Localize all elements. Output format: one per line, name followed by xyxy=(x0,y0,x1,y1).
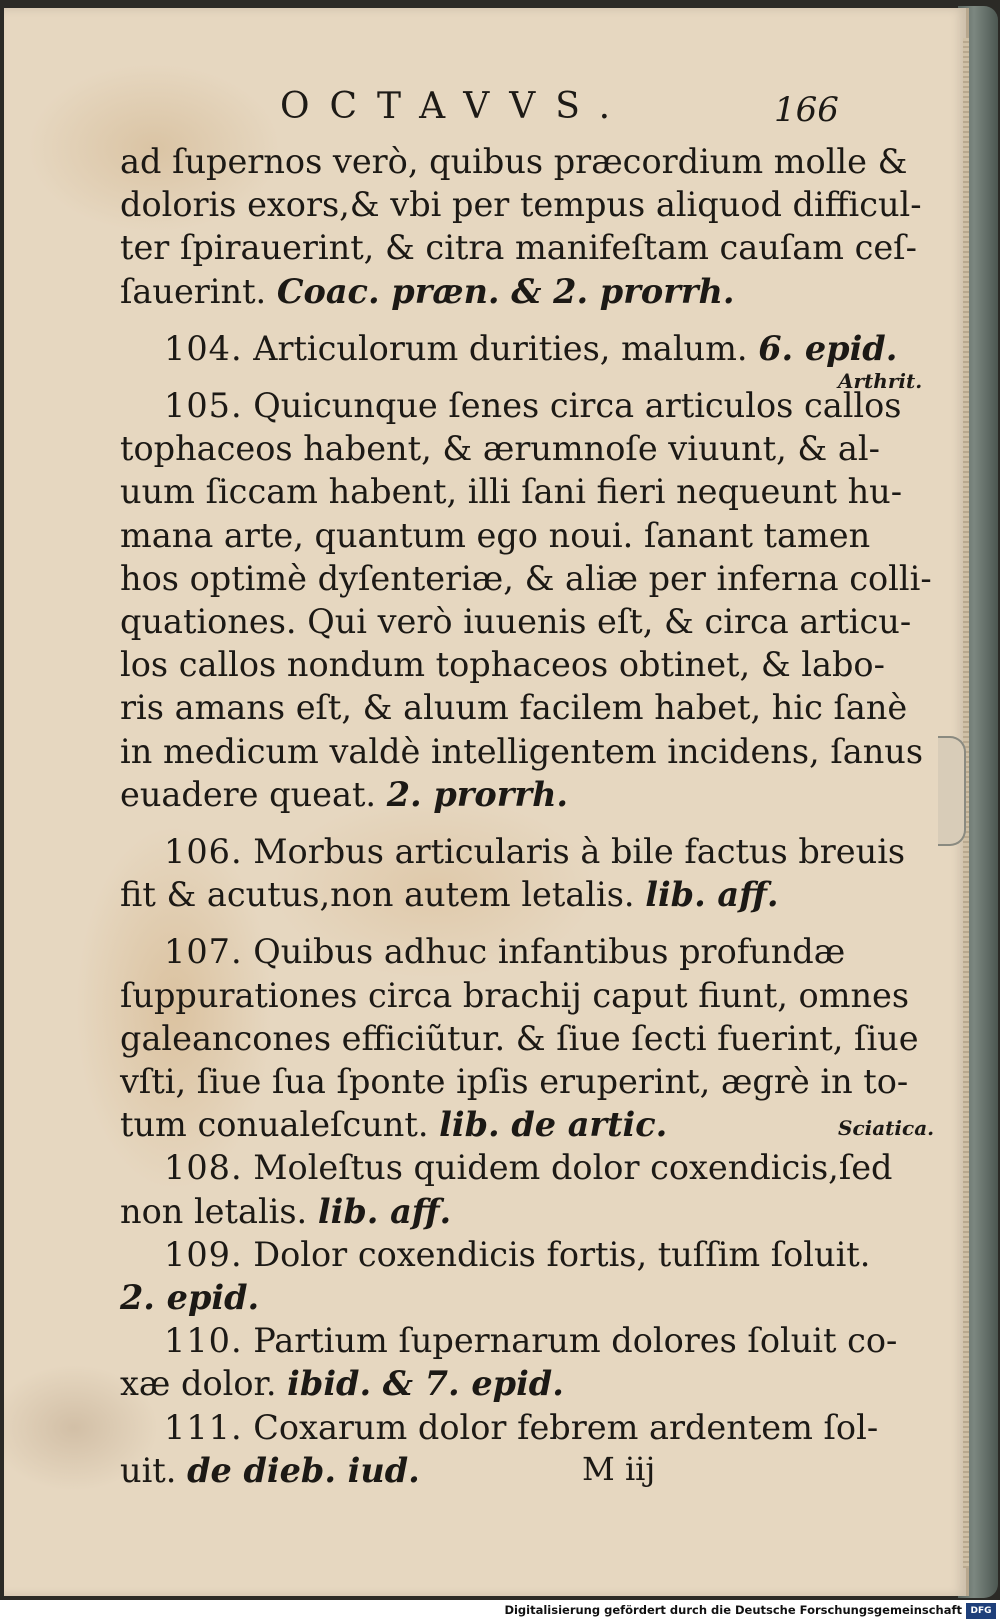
paragraph-number: 108. xyxy=(164,1148,243,1188)
line-text: euadere queat. xyxy=(120,774,377,814)
line-text: ris amans eſt, & aluum facilem habet, hic ſanè xyxy=(120,688,908,728)
running-head: OCTAVVS. xyxy=(280,86,631,127)
line-text: Articulorum durities, malum. xyxy=(253,328,748,368)
line-text: ſuppurationes circa brachij caput fiunt, omnes xyxy=(120,975,910,1015)
paragraph-number: 104. xyxy=(164,328,243,368)
paragraph xyxy=(120,1233,871,1319)
text-line xyxy=(120,1060,909,1103)
paragraph-number: 111. xyxy=(164,1407,243,1447)
line-text: doloris exors,& vbi per tempus aliquod difficul- xyxy=(120,185,922,225)
text-line xyxy=(120,470,903,513)
text-line xyxy=(120,1406,879,1449)
line-text: uum ſiccam habent, illi ſani fieri nequeunt hu- xyxy=(120,472,903,512)
text-line xyxy=(120,1146,893,1189)
source-reference: lib. aff. xyxy=(317,1191,452,1231)
text-line xyxy=(120,1103,828,1146)
line-text: Morbus articularis à bile factus breuis xyxy=(253,832,906,872)
text-line xyxy=(120,830,906,873)
text-line xyxy=(120,1362,828,1405)
line-text: quationes. Qui verò iuuenis eſt, & circa articu- xyxy=(120,602,912,642)
source-reference: lib. aff. xyxy=(645,875,779,915)
paragraph xyxy=(120,830,906,916)
footer-credit: Digitalisierung gefördert durch die Deutsche Forschungsgemeinschaft xyxy=(504,1603,962,1617)
line-text: non letalis. xyxy=(120,1191,308,1231)
text-line xyxy=(120,974,910,1017)
text-line xyxy=(120,226,917,269)
line-text: los callos nondum tophaceos obtinet, & labo- xyxy=(120,645,885,685)
text-line xyxy=(120,643,885,686)
line-text: ſauerint. xyxy=(120,271,267,311)
margin-note-sciatica: Sciatica. xyxy=(838,1116,935,1140)
text-line xyxy=(120,1017,919,1060)
line-text: ad ſupernos verò, quibus præcordium molle & xyxy=(120,142,908,181)
source-reference: ibid. & 7. epid. xyxy=(287,1364,564,1404)
line-text: hos optimè dyſenteriæ, & aliæ per inferna colli- xyxy=(120,558,932,598)
text-line xyxy=(120,514,871,557)
line-text: xæ dolor. xyxy=(120,1364,277,1404)
text-line xyxy=(120,327,898,370)
line-text: Dolor coxendicis fortis, tuſſim ſoluit. xyxy=(253,1234,871,1274)
source-reference: Coac. præn. & 2. prorrh. xyxy=(276,271,735,311)
line-text: Partium ſupernarum dolores ſoluit co- xyxy=(253,1321,898,1361)
text-line xyxy=(120,1233,871,1276)
line-text: tum conualeſcunt. xyxy=(120,1105,429,1145)
line-text: Moleſtus quidem dolor coxendicis,ſed xyxy=(253,1148,893,1188)
book-page xyxy=(4,8,969,1596)
text-line xyxy=(120,270,828,313)
paragraph-gap xyxy=(120,370,828,384)
line-text: uit. xyxy=(120,1450,177,1490)
source-reference: 6. epid. xyxy=(758,328,898,368)
margin-note-arthritis: Arthrit. xyxy=(838,369,923,393)
dfg-logo: DFG xyxy=(966,1603,996,1619)
paragraph-number: 109. xyxy=(164,1234,243,1274)
page-tab-marker xyxy=(938,736,966,846)
text-line xyxy=(120,183,922,226)
text-line xyxy=(120,1276,828,1319)
paragraph xyxy=(120,140,922,313)
line-text: in medicum valdè intelligentem incidens, ſanus xyxy=(120,731,924,771)
text-line xyxy=(120,930,846,973)
text-line xyxy=(120,557,932,600)
text-line xyxy=(120,1190,828,1233)
text-line xyxy=(120,730,924,773)
source-reference: 2. prorrh. xyxy=(386,774,569,814)
text-line xyxy=(120,384,902,427)
source-reference: 2. epid. xyxy=(120,1278,260,1318)
line-text: Coxarum dolor febrem ardentem ſol- xyxy=(253,1407,879,1447)
paragraph xyxy=(120,1319,898,1405)
line-text: mana arte, quantum ego noui. ſanant tamen xyxy=(120,515,871,555)
footer-bar xyxy=(0,1600,1000,1624)
paragraph xyxy=(120,1406,879,1492)
line-text: galeancones efficiũtur. & ſiue ſecti fuerint, ſiue xyxy=(120,1018,919,1058)
paragraph-gap xyxy=(120,816,828,830)
line-text: tophaceos habent, & ærumnoſe viuunt, & al- xyxy=(120,429,880,469)
paragraph xyxy=(120,327,898,370)
text-line xyxy=(120,140,908,183)
signature-mark: M iij xyxy=(582,1450,656,1488)
page-number: 166 xyxy=(774,90,839,130)
paragraph-gap xyxy=(120,916,828,930)
text-line xyxy=(120,1449,828,1492)
paragraph xyxy=(120,1146,893,1232)
text-line xyxy=(120,686,908,729)
text-line xyxy=(120,773,828,816)
paragraph-number: 106. xyxy=(164,832,243,872)
source-reference: de dieb. iud. xyxy=(187,1450,420,1490)
page-header xyxy=(4,86,966,136)
paragraph-number: 105. xyxy=(164,386,243,426)
line-text: ter ſpirauerint, & citra manifeſtam cauſam ceſ- xyxy=(120,228,917,268)
line-text: Quicunque ſenes circa articulos callos xyxy=(253,386,902,426)
line-text: fit & acutus,non autem letalis. xyxy=(120,875,635,915)
text-line xyxy=(120,600,912,643)
text-line xyxy=(120,1319,898,1362)
paragraph-number: 107. xyxy=(164,932,243,972)
paragraph-gap xyxy=(120,313,828,327)
text-line xyxy=(120,427,880,470)
source-reference: lib. de artic. xyxy=(439,1105,668,1145)
paragraph xyxy=(120,384,932,816)
text-line xyxy=(120,873,828,916)
line-text: vſti, ſiue ſua ſponte ipſis eruperint, ægrè in to- xyxy=(120,1062,909,1102)
paragraph-number: 110. xyxy=(164,1321,243,1361)
line-text: Quibus adhuc infantibus profundæ xyxy=(253,932,846,972)
